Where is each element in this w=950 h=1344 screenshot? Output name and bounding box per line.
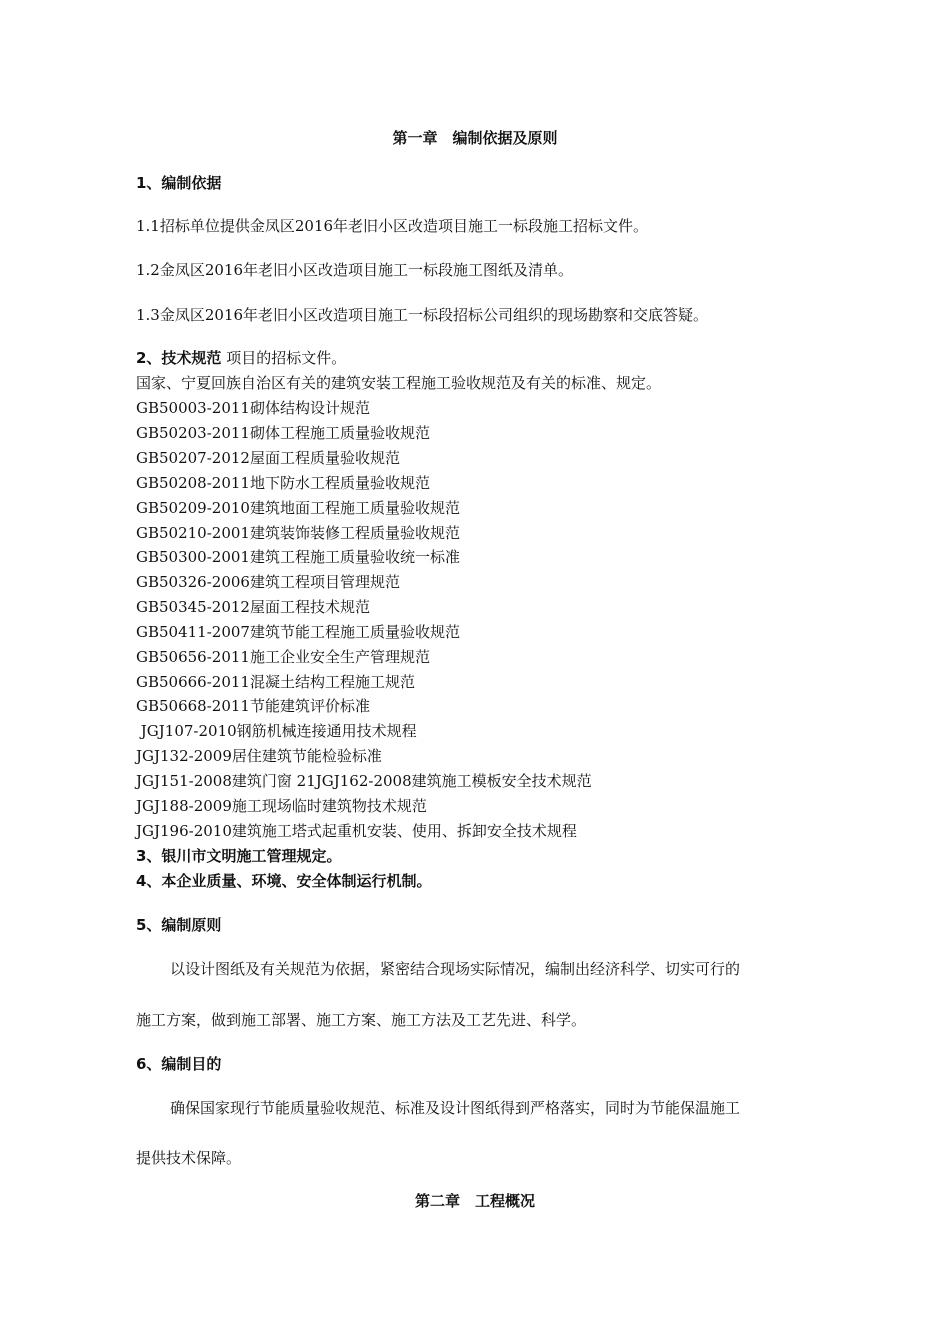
section2-heading-line [136, 348, 346, 368]
standard-line: JGJ132-2009居住建筑节能检验标准 [136, 747, 382, 765]
standard-line: GB50208-2011地下防水工程质量验收规范 [136, 474, 430, 492]
standard-line: GB50666-2011混凝土结构工程施工规范 [136, 673, 415, 691]
standard-line: JGJ151-2008建筑门窗 21JGJ162-2008建筑施工模板安全技术规范 [136, 772, 592, 790]
section6-heading: 6、编制目的 [136, 1055, 222, 1073]
chapter2-title: 第二章 工程概况 [414, 1192, 535, 1210]
standard-line: JGJ196-2010建筑施工塔式起重机安装、使用、拆卸安全技术规程 [136, 822, 577, 840]
standard-line: GB50203-2011砌体工程施工质量验收规范 [136, 424, 430, 442]
section3-heading: 3、银川市文明施工管理规定。 [136, 847, 342, 865]
basis-item-1: 1.1招标单位提供金凤区2016年老旧小区改造项目施工一标段施工招标文件。 [136, 217, 649, 235]
basis-item-3: 1.3金凤区2016年老旧小区改造项目施工一标段招标公司组织的现场勘察和交底答疑。 [136, 306, 709, 324]
purpose-text-line-1: 确保国家现行节能质量验收规范、标准及设计图纸得到严格落实，同时为节能保温施工 [170, 1099, 741, 1117]
standard-line: JGJ188-2009施工现场临时建筑物技术规范 [136, 797, 427, 815]
standard-line: GB50207-2012屋面工程质量验收规范 [136, 449, 400, 467]
standard-line: GB50656-2011施工企业安全生产管理规范 [136, 648, 430, 666]
purpose-text-line-2: 提供技术保障。 [136, 1149, 242, 1167]
standard-line: JGJ107-2010钢筋机械连接通用技术规程 [136, 722, 417, 740]
standard-line: GB50003-2011砌体结构设计规范 [136, 399, 370, 417]
basis-item-2: 1.2金凤区2016年老旧小区改造项目施工一标段施工图纸及清单。 [136, 261, 574, 279]
standard-line: GB50209-2010建筑地面工程施工质量验收规范 [136, 499, 460, 517]
standard-line: GB50411-2007建筑节能工程施工质量验收规范 [136, 623, 460, 641]
principle-text-line-1: 以设计图纸及有关规范为依据，紧密结合现场实际情况，编制出经济科学、切实可行的 [170, 960, 741, 978]
chapter1-title: 第一章 编制依据及原则 [392, 129, 558, 147]
section2-heading-suffix: 项目的招标文件。 [221, 349, 347, 367]
standard-line: GB50326-2006建筑工程项目管理规范 [136, 573, 400, 591]
section5-heading: 5、编制原则 [136, 916, 222, 934]
principle-text-line-2: 施工方案，做到施工部署、施工方案、施工方法及工艺先进、科学。 [136, 1011, 587, 1029]
section4-heading: 4、本企业质量、环境、安全体制运行机制。 [136, 872, 432, 890]
section2-heading: 2、技术规范 [136, 349, 222, 367]
standard-line: GB50668-2011节能建筑评价标准 [136, 697, 370, 715]
standard-line: 国家、宁夏回族自治区有关的建筑安装工程施工验收规范及有关的标准、规定。 [136, 374, 662, 392]
section1-heading: 1、编制依据 [136, 174, 222, 192]
standard-line: GB50300-2001建筑工程施工质量验收统一标准 [136, 548, 460, 566]
standard-line: GB50210-2001建筑装饰装修工程质量验收规范 [136, 524, 460, 542]
standard-line: GB50345-2012屋面工程技术规范 [136, 598, 370, 616]
